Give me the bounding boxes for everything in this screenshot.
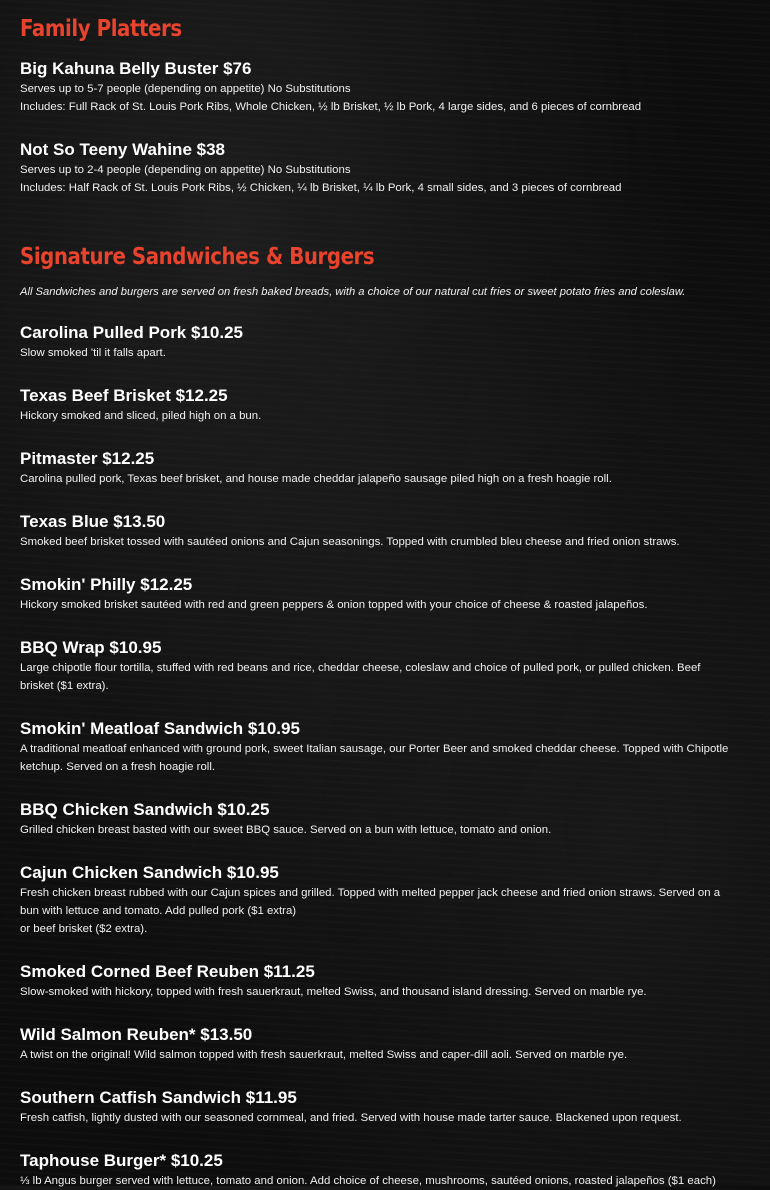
menu-item-cajun-chicken <box>20 862 750 938</box>
item-desc: brisket ($1 extra). <box>20 680 109 692</box>
item-name: Smokin' Philly $12.25 <box>20 575 193 594</box>
item-name: Not So Teeny Wahine $38 <box>20 140 225 159</box>
item-desc: Fresh catfish, lightly dusted with our seasoned cornmeal, and fried. Served with house made tarter sauce. Blackened upon request. <box>20 1112 682 1124</box>
item-desc: ketchup. Served on a fresh hoagie roll. <box>20 761 216 773</box>
item-desc: Serves up to 2-4 people (depending on appetite) No Substitutions <box>20 164 351 176</box>
menu-item-southern-catfish <box>20 1087 750 1127</box>
item-desc: Smoked beef brisket tossed with sautéed onions and Cajun seasonings. Topped with crumbled bleu cheese and fried onion straws. <box>20 536 680 548</box>
item-desc: Serves up to 5-7 people (depending on appetite) No Substitutions <box>20 83 351 95</box>
item-desc: Includes: Half Rack of St. Louis Pork Ribs, ½ Chicken, ¼ lb Brisket, ¼ lb Pork, 4 small sides, and 3 pieces of cornbread <box>20 182 622 194</box>
menu-item-smokin-philly <box>20 574 750 614</box>
item-name: Cajun Chicken Sandwich $10.95 <box>20 863 279 882</box>
menu-item-pitmaster <box>20 448 750 488</box>
item-desc: A twist on the original! Wild salmon topped with fresh sauerkraut, melted Swiss and caper-dill aoli. Served on marble rye. <box>20 1049 628 1061</box>
menu-item-bbq-chicken <box>20 799 750 839</box>
item-desc: Hickory smoked and sliced, piled high on a bun. <box>20 410 262 422</box>
item-desc: Includes: Full Rack of St. Louis Pork Ribs, Whole Chicken, ½ lb Brisket, ½ lb Pork, 4 large sides, and 6 pieces of cornbread <box>20 101 642 113</box>
item-desc: Slow-smoked with hickory, topped with fresh sauerkraut, melted Swiss, and thousand island dressing. Served on marble rye. <box>20 986 647 998</box>
item-name: Wild Salmon Reuben* $13.50 <box>20 1025 253 1044</box>
item-name: BBQ Wrap $10.95 <box>20 638 162 657</box>
item-desc: Grilled chicken breast basted with our sweet BBQ sauce. Served on a bun with lettuce, tomato and onion. <box>20 824 552 836</box>
menu-item-corned-beef-reuben <box>20 961 750 1001</box>
item-name: Smoked Corned Beef Reuben $11.25 <box>20 962 315 981</box>
item-name: Texas Blue $13.50 <box>20 512 166 531</box>
item-desc: or beef brisket ($2 extra). <box>20 923 148 935</box>
item-name: Taphouse Burger* $10.25 <box>20 1151 223 1170</box>
item-desc: Fresh chicken breast rubbed with our Cajun spices and grilled. Topped with melted pepper jack cheese and fried onion straws. Served on a <box>20 887 721 899</box>
menu-item-texas-blue <box>20 511 750 551</box>
item-desc: Slow smoked 'til it falls apart. <box>20 347 166 359</box>
item-desc: Hickory smoked brisket sautéed with red and green peppers & onion topped with your choice of cheese & roasted jalapeños. <box>20 599 648 611</box>
menu-item-smokin-meatloaf <box>20 718 750 776</box>
item-desc: ⅓ lb Angus burger served with lettuce, tomato and onion. Add choice of cheese, mushrooms, sautéed onions, roasted jalapeños ($1 each) <box>20 1175 716 1187</box>
menu-item-wild-salmon-reuben <box>20 1024 750 1064</box>
item-desc: Carolina pulled pork, Texas beef brisket, and house made cheddar jalapeño sausage piled high on a fresh hoagie roll. <box>20 473 612 485</box>
sandwiches-note <box>20 283 750 301</box>
section-title-sandwiches: Signature Sandwiches & Burgers <box>20 244 375 270</box>
item-desc: Large chipotle flour tortilla, stuffed with red beans and rice, cheddar cheese, coleslaw and choice of pulled pork, or pulled chicken. Beef <box>20 662 701 674</box>
item-name: Southern Catfish Sandwich $11.95 <box>20 1088 297 1107</box>
item-name: Carolina Pulled Pork $10.25 <box>20 323 243 342</box>
item-desc: A traditional meatloaf enhanced with ground pork, sweet Italian sausage, our Porter Beer and smoked cheddar cheese. Topped with Chipotle <box>20 743 729 755</box>
section-note: All Sandwiches and burgers are served on fresh baked breads, with a choice of our natural cut fries or sweet potato fries and coleslaw. <box>20 286 686 298</box>
menu-item-bbq-wrap <box>20 637 750 695</box>
menu-item-not-so-teeny <box>20 139 750 197</box>
item-name: Texas Beef Brisket $12.25 <box>20 386 228 405</box>
menu-item-texas-beef-brisket <box>20 385 750 425</box>
section-title-family-platters: Family Platters <box>20 16 182 42</box>
menu-item-carolina-pulled-pork <box>20 322 750 362</box>
menu-item-big-kahuna <box>20 58 750 116</box>
item-desc: bun with lettuce and tomato. Add pulled pork ($1 extra) <box>20 905 297 917</box>
item-name: BBQ Chicken Sandwich $10.25 <box>20 800 270 819</box>
item-name: Smokin' Meatloaf Sandwich $10.95 <box>20 719 300 738</box>
item-name: Pitmaster $12.25 <box>20 449 155 468</box>
item-name: Big Kahuna Belly Buster $76 <box>20 59 252 78</box>
menu-item-taphouse-burger <box>20 1150 750 1190</box>
